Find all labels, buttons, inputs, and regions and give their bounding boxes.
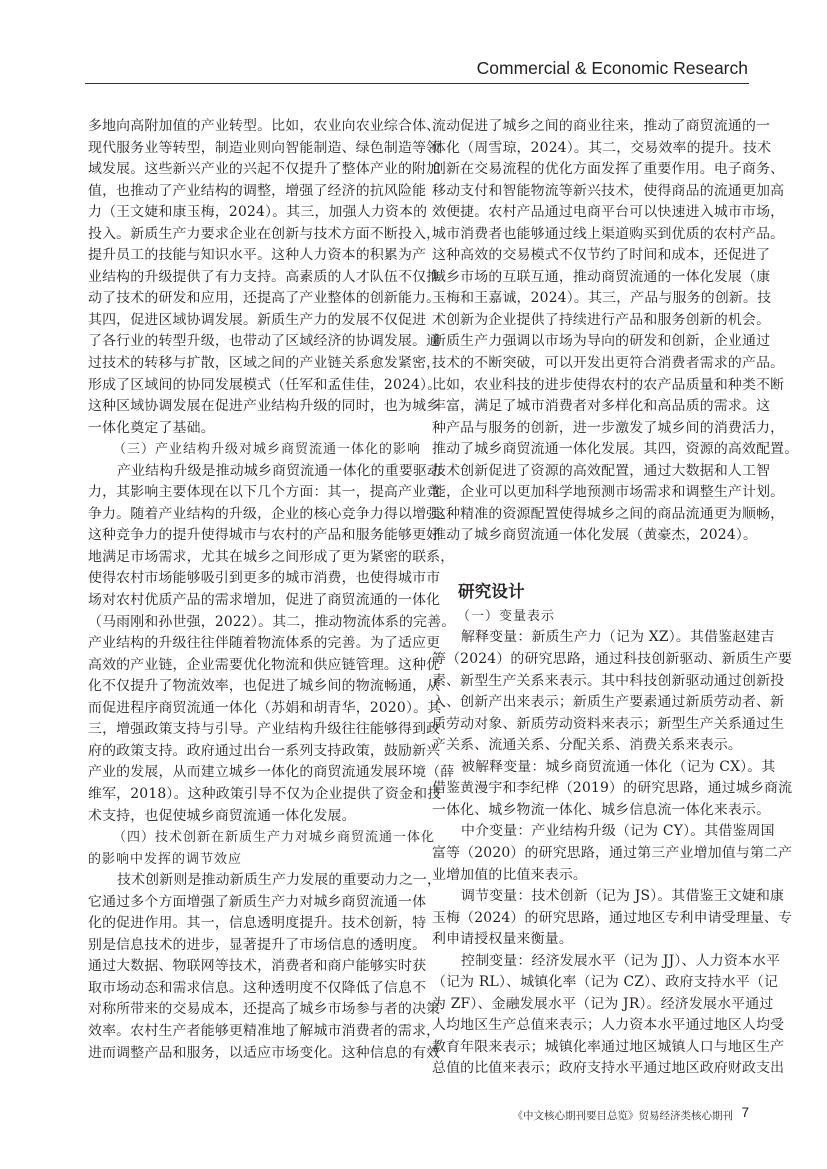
body-text-line: 值，也推动了产业结构的调整，增强了经济的抗风险能 xyxy=(88,182,427,199)
section-heading: 研究设计 xyxy=(458,581,525,601)
body-text-line: 被解释变量：城乡商贸流通一体化（记为 CX）。其 xyxy=(461,758,776,775)
body-text-line: 效率。农村生产者能够更精准地了解城市消费者的需求， xyxy=(88,1022,441,1039)
subsection-heading-line: （四）技术创新在新质生产力对城乡商贸流通一体化 xyxy=(113,830,436,846)
body-text-line: 比如，农业科技的进步使得农村的农产品质量和种类不断 xyxy=(432,376,785,393)
body-text-line: 三，增强政策支持与引导。产业结构升级往往能够得到政 xyxy=(88,721,441,738)
body-text-line: 借鉴黄漫宇和李纪桦（2019）的研究思路，通过城乡商流 xyxy=(432,780,793,797)
subsection-heading-line: （三）产业结构升级对城乡商贸流通一体化的影响 xyxy=(113,442,422,458)
body-text-line: 维军，2018）。这种政策引导不仅为企业提供了资金和技 xyxy=(88,785,442,802)
body-text-line: 玉梅和王嘉诚，2024）。其三，产品与服务的创新。技 xyxy=(432,290,772,307)
body-text-line: 力（王文婕和康玉梅，2024）。其三，加强人力资本的 xyxy=(88,204,428,221)
body-text-line: 一体化、城乡物流一体化、城乡信息流一体化来表示。 xyxy=(432,801,771,818)
running-head-journal-title: Commercial & Economic Research xyxy=(476,58,748,78)
body-text-line: 使得农村市场能够吸引到更多的城市消费，也使得城市市 xyxy=(88,570,441,587)
body-text-line: 争力。随着产业结构的升级，企业的核心竞争力得以增强。 xyxy=(88,505,455,522)
body-text-line: 地满足市场需求，尤其在城乡之间形成了更为紧密的联系， xyxy=(88,548,455,565)
body-text-line: 移动支付和智能物流等新兴技术，使得商品的流通更加高 xyxy=(432,182,785,199)
body-text-line: 化的促进作用。其一，信息透明度提升。技术创新，特 xyxy=(88,915,427,932)
body-text-line: 场对农村优质产品的需求增加，促进了商贸流通的一体化 xyxy=(88,592,441,609)
body-text-line: 府的政策支持。政府通过出台一系列支持政策，鼓励新兴 xyxy=(88,742,441,759)
body-text-line: 素、新型生产关系来表示。其中科技创新驱动通过创新投 xyxy=(432,672,785,689)
body-text-line: 这种精准的资源配置使得城乡之间的商品流通更为顺畅， xyxy=(432,505,785,522)
subsection-heading-line: （一）变量表示 xyxy=(457,608,556,624)
body-text-line: 业增加值的比值来表示。 xyxy=(432,866,587,883)
right-column xyxy=(432,116,799,1080)
body-text-line: 术支持，也促使城乡商贸流通一体化发展。 xyxy=(88,807,356,824)
body-text-line: 能，企业可以更加科学地预测市场需求和调整生产计划。 xyxy=(432,484,785,501)
body-text-line: 技术创新促进了资源的高效配置，通过大数据和人工智 xyxy=(432,462,771,479)
body-text-line: 解释变量：新质生产力（记为 XZ）。其借鉴赵建吉 xyxy=(461,629,775,646)
body-text-line: 教育年限来表示；城镇化率通过地区城镇人口与地区生产 xyxy=(432,1038,785,1055)
body-text-line: 别是信息技术的进步，显著提升了市场信息的透明度。 xyxy=(88,936,427,953)
body-text-line: 进而调整产品和服务，以适应市场变化。这种信息的有效 xyxy=(88,1044,441,1061)
body-text-line: 术创新为企业提供了持续进行产品和服务创新的机会。 xyxy=(432,311,771,328)
body-text-line: 推动了城乡商贸流通一体化发展（黄豪杰，2024）。 xyxy=(432,527,758,544)
body-text-line: 业结构的升级提供了有力支持。高素质的人才队伍不仅推 xyxy=(88,268,441,285)
body-text-line: 质劳动对象、新质劳动资料来表示；新型生产关系通过生 xyxy=(432,715,785,732)
subsection-heading-line: 的影响中发挥的调节效应 xyxy=(88,851,243,867)
body-text-line: 其四，促进区域协调发展。新质生产力的发展不仅促进 xyxy=(88,311,427,328)
body-text-line: 产关系、流通关系、分配关系、消费关系来表示。 xyxy=(432,737,742,754)
body-text-line: 提升员工的技能与知识水平。这种人力资本的积累为产 xyxy=(88,247,427,264)
header-rule-divider xyxy=(85,83,749,84)
body-text-line: 力，其影响主要体现在以下几个方面：其一，提高产业竞 xyxy=(88,484,441,501)
body-text-line: 过技术的转移与扩散，区域之间的产业链关系愈发紧密， xyxy=(88,355,441,372)
body-text-line: 调节变量：技术创新（记为 JS）。其借鉴王文婕和康 xyxy=(461,888,785,905)
body-text-line: 化不仅提升了物流效率，也促进了城乡间的物流畅通，从 xyxy=(88,678,441,695)
body-text-line: 新质生产力强调以市场为导向的研发和创新，企业通过 xyxy=(432,333,771,350)
body-text-line: 动了技术的研发和应用，还提高了产业整体的创新能力。 xyxy=(88,290,441,307)
body-text-line: 通过大数据、物联网等技术，消费者和商户能够实时获 xyxy=(88,958,427,975)
body-text-line: 而促进程序商贸流通一体化（苏娟和胡青华，2020）。其 xyxy=(88,699,442,716)
body-text-line: 控制变量：经济发展水平（记为 JJ）、人力资本水平 xyxy=(461,952,781,969)
left-column xyxy=(88,116,456,1064)
body-text-line: 技术创新则是推动新质生产力发展的重要动力之一， xyxy=(117,872,442,889)
body-text-line: 产业结构升级是推动城乡商贸流通一体化的重要驱动 xyxy=(117,462,442,479)
body-text-line: 等（2024）的研究思路，通过科技创新驱动、新质生产要 xyxy=(432,651,793,668)
body-text-line: 投入。新质生产力要求企业在创新与技术方面不断投入， xyxy=(88,225,441,242)
body-text-line: 现代服务业等转型，制造业则向智能制造、绿色制造等领 xyxy=(88,139,441,156)
body-text-line: 形成了区域间的协同发展模式（任军和孟佳佳，2024）。 xyxy=(88,376,442,393)
body-text-line: 创新在交易流程的优化方面发挥了重要作用。电子商务、 xyxy=(432,161,785,178)
footer-journal-note: 《中文核心期刊要目总览》贸易经济类核心期刊 xyxy=(512,1110,733,1122)
body-text-line: 城乡市场的互联互通，推动商贸流通的一体化发展（康 xyxy=(432,268,771,285)
page-number: 7 xyxy=(741,1105,749,1120)
body-text-line: （马雨刚和孙世强，2022）。其二，推动物流体系的完善。 xyxy=(88,613,456,630)
body-text-line: 这种区域协调发展在促进产业结构升级的同时，也为城乡 xyxy=(88,398,441,415)
body-text-line: 这种高效的交易模式不仅节约了时间和成本，还促进了 xyxy=(432,247,771,264)
body-text-line: 域发展。这些新兴产业的兴起不仅提升了整体产业的附加 xyxy=(88,161,441,178)
body-text-line: 高效的产业链，企业需要优化物流和供应链管理。这种优 xyxy=(88,656,441,673)
body-text-line: 效便捷。农村产品通过电商平台可以快速进入城市市场， xyxy=(432,204,785,221)
body-text-line: 了各行业的转型升级，也带动了区域经济的协调发展。通 xyxy=(88,333,441,350)
body-text-line: 中介变量：产业结构升级（记为 CY）。其借鉴周国 xyxy=(461,823,775,840)
body-text-line: 产业结构的升级往往伴随着物流体系的完善。为了适应更 xyxy=(88,635,441,652)
body-text-line: 一体化奠定了基础。 xyxy=(88,419,215,436)
body-text-line: 利申请授权量来衡量。 xyxy=(432,931,573,948)
body-text-line: 入、创新产出来表示；新质生产要素通过新质劳动者、新 xyxy=(432,694,785,711)
body-text-line: 城市消费者也能够通过线上渠道购买到优质的农村产品。 xyxy=(432,225,785,242)
body-text-line: 玉梅（2024）的研究思路，通过地区专利申请受理量、专 xyxy=(432,909,793,926)
body-text-line: 产业的发展，从而建立城乡一体化的商贸流通发展环境（薛 xyxy=(88,764,455,781)
body-text-line: 种产品与服务的创新，进一步激发了城乡间的消费活力， xyxy=(432,419,785,436)
body-text-line: 流动促进了城乡之间的商业往来，推动了商贸流通的一 xyxy=(432,118,771,134)
body-text-line: 为 ZF）、金融发展水平（记为 JR）。经济发展水平通过 xyxy=(432,995,774,1012)
body-text-line: 多地向高附加值的产业转型。比如，农业向农业综合体、 xyxy=(88,118,441,134)
body-text-line: 它通过多个方面增强了新质生产力对城乡商贸流通一体 xyxy=(88,893,427,910)
body-text-line: 推动了城乡商贸流通一体化发展。其四，资源的高效配置。 xyxy=(432,441,799,458)
body-text-line: 富等（2020）的研究思路，通过第三产业增加值与第二产 xyxy=(432,844,793,861)
body-text-line: 丰富，满足了城市消费者对多样化和高品质的需求。这 xyxy=(432,398,771,415)
body-text-line: 这种竞争力的提升使得城市与农村的产品和服务能够更好 xyxy=(88,527,441,544)
body-text-line: 体化（周雪琼，2024）。其二，交易效率的提升。技术 xyxy=(432,139,772,156)
body-text-line: 对称所带来的交易成本，还提高了城乡市场参与者的决策 xyxy=(88,1001,441,1018)
body-text-line: 取市场动态和需求信息。这种透明度不仅降低了信息不 xyxy=(88,979,427,996)
body-text-line: 技术的不断突破，可以开发出更符合消费者需求的产品。 xyxy=(432,355,785,372)
body-text-line: （记为 RL）、城镇化率（记为 CZ）、政府支持水平（记 xyxy=(432,974,779,991)
body-text-line: 人均地区生产总值来表示；人力资本水平通过地区人均受 xyxy=(432,1017,785,1034)
body-text-line: 总值的比值来表示；政府支持水平通过地区政府财政支出 xyxy=(432,1060,785,1077)
